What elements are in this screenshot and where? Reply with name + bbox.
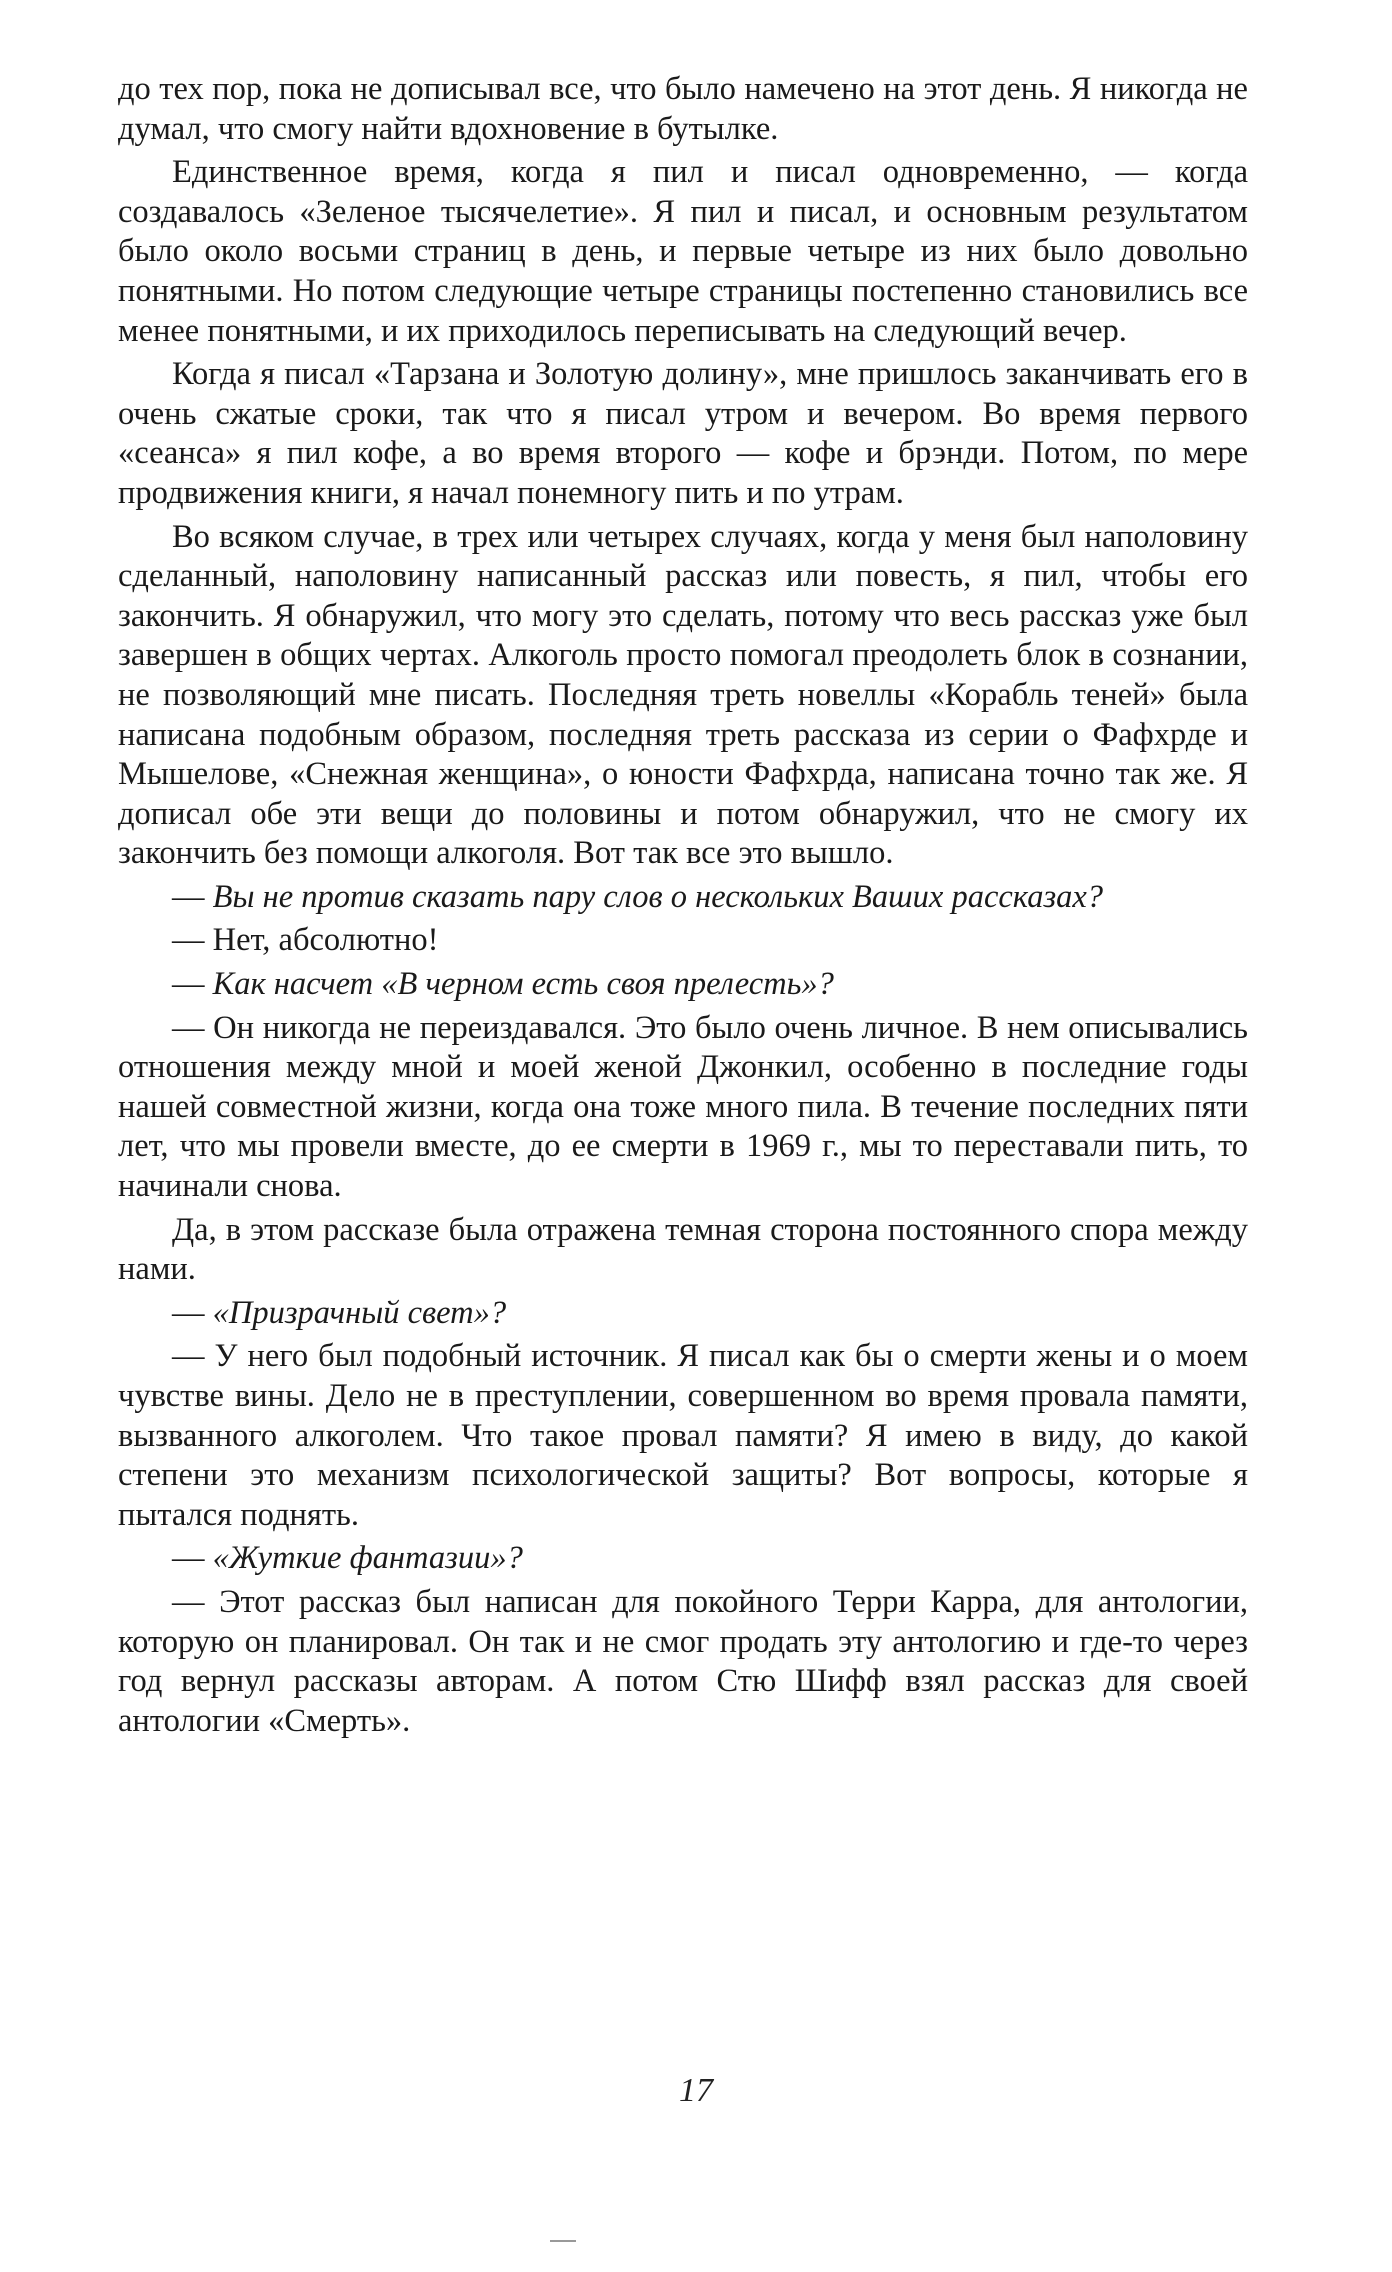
question-text: «Призрачный свет»? [212, 1294, 507, 1331]
paragraph-4: Во всяком случае, в трех или четырех случаях, когда у меня был наполовину сделанный, наполовину написанный рассказ или повесть, я пил, чтобы его закончить. Я обнаружил, что могу это сделать, потому что весь рассказ уже был завершен в общих чертах. Алкоголь просто помогал преодолеть блок в сознании, не позволяющий мне писать. Последняя треть новеллы «Корабль теней» была написана подобным образом, последняя треть рассказа из серии о Фафхрде и Мышелове, «Снежная женщина», о юности Фафхрда, написана точно так же. Я дописал обе эти вещи до половины и потом обнаружил, что не смогу их закончить без помощи алкоголя. Вот так все это вышло. [118, 518, 1248, 872]
question-text: Как насчет «В черном есть своя прелесть»? [212, 966, 834, 1003]
answer-1: — Нет, абсолютно! [172, 922, 439, 959]
paragraph-1: до тех пор, пока не дописывал все, что было намечено на этот день. Я никогда не думал, что смогу найти вдохновение в бутылке. [118, 71, 1248, 147]
answer-2-continued: Да, в этом рассказе была отражена темная сторона постоянного спора между нами. [118, 1211, 1248, 1288]
dash: — [172, 1294, 213, 1331]
answer-2: — Он никогда не переиздавался. Это было очень личное. В нем описывались отношения между мной и моей женой Джонкил, особенно в последние годы нашей совместной жизни, когда она тоже много пила. В течение последних пяти лет, что мы провели вместе, до ее смерти в 1969 г., мы то переставали пить, то начинали снова. [118, 1009, 1248, 1205]
page-body [118, 70, 1248, 1745]
answer-4: — Этот рассказ был написан для покойного Терри Карра, для антологии, которую он планировал. Он так и не смог продать эту антологию и где-то через год вернул рассказы авторам. А потом Стю Шифф взял рассказ для своей антологии «Смерть». [118, 1583, 1248, 1739]
answer-3: — У него был подобный источник. Я писал как бы о смерти жены и о моем чувстве вины. Дело не в преступлении, совершенном во время провала памяти, вызванного алкоголем. Что такое провал памяти? Я имею в виду, до какой степени это механизм психологической защиты? Вот вопросы, которые я пытался поднять. [118, 1338, 1248, 1533]
paragraph-2: Единственное время, когда я пил и писал одновременно, — когда создавалось «Зеленое тысячелетие». Я пил и писал, и основным результатом было около восьми страниц в день, и первые четыре из них было довольно понятными. Но потом следующие четыре страницы постепенно становились все менее понятными, и их приходилось переписывать на следующий вечер. [118, 154, 1248, 349]
question-text: «Жуткие фантазии»? [212, 1540, 523, 1577]
question-2 [118, 965, 1248, 1005]
page-number: 17 [679, 2072, 713, 2109]
question-1 [118, 878, 1248, 918]
dash: — [172, 966, 213, 1003]
paragraph-3: Когда я писал «Тарзана и Золотую долину», мне пришлось заканчивать его в очень сжатые сроки, так что я писал утром и вечером. Во время первого «сеанса» я пил кофе, а во время второго — кофе и брэнди. Потом, по мере продвижения книги, я начал понемногу пить и по утрам. [118, 356, 1248, 511]
question-3 [118, 1294, 1248, 1334]
question-text: Вы не против сказать пару слов о нескольких Ваших рассказах? [212, 878, 1104, 915]
scan-mark [550, 2240, 576, 2242]
dash: — [172, 1540, 213, 1577]
dash: — [172, 878, 213, 915]
question-4 [118, 1539, 1248, 1579]
